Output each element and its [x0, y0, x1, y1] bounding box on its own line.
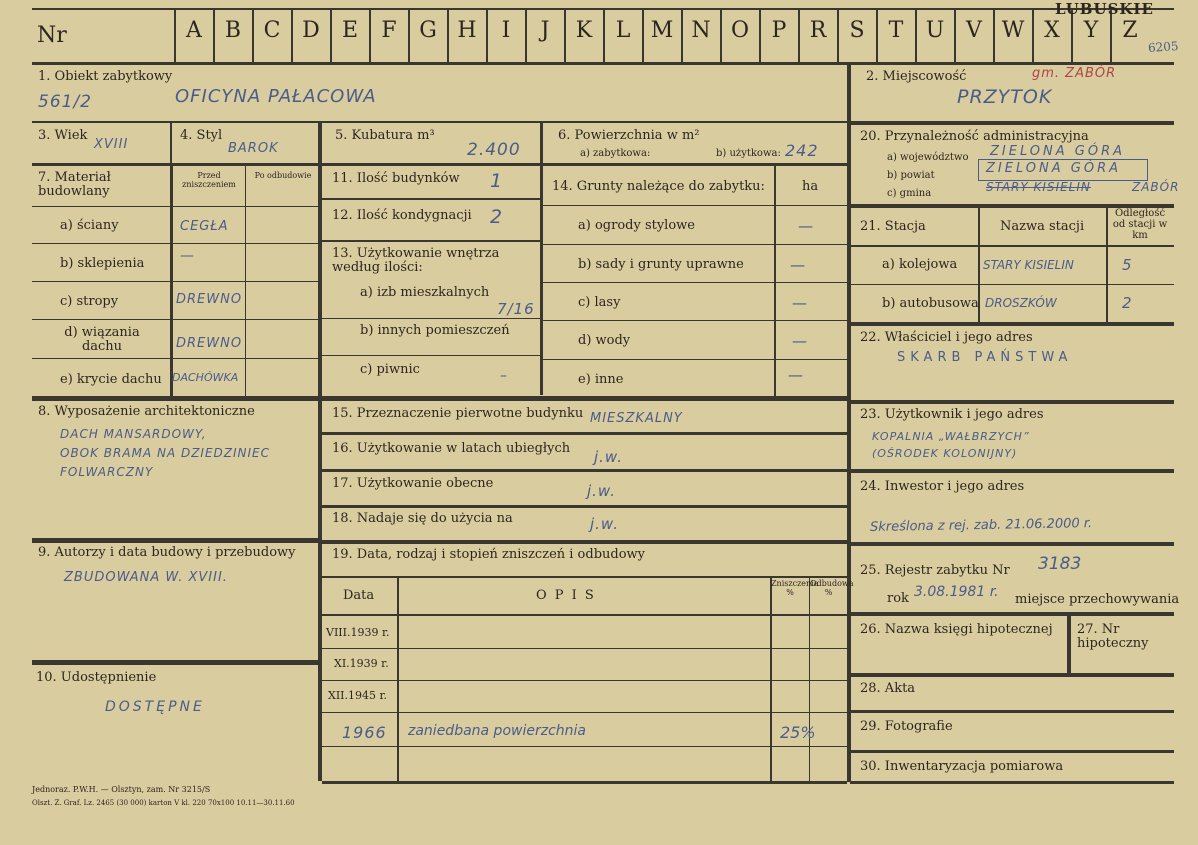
f28-label: 28. Akta: [860, 681, 916, 696]
f22-value: SKARB PAŃSTWA: [897, 350, 1073, 365]
f7-row-value: DACHÓWKA: [172, 371, 239, 384]
f25-tail: miejsce przechowywania: [1015, 592, 1180, 607]
f1-number: 561/2: [38, 92, 92, 112]
f14-row-label: a) ogrody stylowe: [578, 218, 695, 233]
f14-row-value: —: [792, 294, 808, 312]
f19-row-date: XI.1939 r.: [334, 657, 389, 670]
f4-value: BAROK: [228, 141, 279, 156]
index-letter: G: [419, 18, 437, 43]
f19-col-zn: Zniszczenia %: [771, 579, 819, 597]
f19-col-date: Data: [343, 588, 375, 603]
f14-row-label: b) sady i grunty uprawne: [578, 257, 744, 272]
index-letter: B: [224, 18, 242, 43]
f22-label: 22. Właściciel i jego adres: [860, 330, 1033, 345]
f27-label: 27. Nr hipoteczny: [1077, 622, 1149, 652]
f9-value: ZBUDOWANA W. XVIII.: [64, 570, 228, 585]
f25-label: 25. Rejestr zabytku Nr: [860, 563, 1010, 578]
f20-b-label: b) powiat: [887, 170, 935, 181]
f7-row-value: DREWNO: [176, 336, 243, 351]
f19-row-date: 1966: [342, 723, 387, 742]
f9-label: 9. Autorzy i data budowy i przebudowy: [38, 545, 296, 560]
index-letter: J: [540, 18, 550, 43]
f19-label: 19. Data, rodzaj i stopień zniszczeń i odbudowy: [332, 547, 646, 562]
index-letter: U: [925, 18, 945, 43]
f19-row-opis: zaniedbana powierzchnia: [408, 723, 586, 739]
f13-ab-value: 7/16: [497, 300, 535, 318]
f21-row-name: DROSZKÓW: [985, 296, 1057, 310]
f6-label: 6. Powierzchnia w m²: [558, 128, 700, 143]
f20-c-value: ZABÓR: [1132, 180, 1180, 194]
top-stamp: LUBUSKIE: [1055, 0, 1154, 18]
f7-row-label: b) sklepienia: [60, 256, 145, 271]
f6-b-label: b) użytkowa:: [716, 148, 781, 159]
f2-gmina-note: gm. ZABÓR: [1032, 66, 1117, 81]
f14-label: 14. Grunty należące do zabytku:: [552, 179, 765, 194]
index-letter: E: [341, 18, 359, 43]
f25-number: 3183: [1038, 554, 1082, 574]
f1-value: OFICYNA PAŁACOWA: [175, 86, 377, 107]
index-letter: K: [575, 18, 593, 43]
f19-row-zn: 25%: [780, 723, 816, 742]
f2-label: 2. Miejscowość: [866, 69, 967, 84]
index-letter: O: [730, 18, 750, 43]
f7-row-label: e) krycie dachu: [60, 372, 162, 387]
f14-row-value: —: [792, 332, 808, 350]
f7-col-after: Po odbudowie: [254, 171, 312, 180]
f20-c-label: c) gmina: [887, 188, 932, 199]
f26-label: 26. Nazwa księgi hipotecznej: [860, 622, 1053, 637]
index-letter: C: [263, 18, 281, 43]
f11-label: 11. Ilość budynków: [332, 171, 460, 186]
f10-value: DOSTĘPNE: [105, 699, 205, 715]
f14-unit: ha: [802, 179, 819, 194]
index-letter: X: [1044, 18, 1060, 43]
f8-line: FOLWARCZNY: [60, 465, 154, 479]
f8-label: 8. Wyposażenie architektoniczne: [38, 404, 255, 419]
f19-row-date: XII.1945 r.: [328, 689, 388, 702]
f13-c-label: c) piwnic: [360, 362, 420, 377]
f7-row-value: DREWNO: [176, 292, 243, 307]
f20-label: 20. Przynależność administracyjna: [860, 129, 1089, 144]
f11-value: 1: [490, 170, 504, 192]
f7-row-label: a) ściany: [60, 218, 119, 233]
f19-row-date: VIII.1939 r.: [326, 626, 390, 639]
f10-label: 10. Udostępnienie: [36, 670, 157, 685]
index-letter: Z: [1122, 18, 1138, 43]
f8-line: DACH MANSARDOWY,: [60, 427, 207, 441]
f16-value: j.w.: [594, 448, 624, 466]
footer-line: Olszt. Z. Graf. Lz. 2465 (30 000) karton V kl. 220 70x100 10.11—30.11.60: [32, 799, 295, 807]
f1-label: 1. Obiekt zabytkowy: [38, 69, 173, 84]
f14-row-value: —: [790, 256, 806, 274]
index-letter: D: [302, 18, 320, 43]
f19-col-odb: Odbudowa %: [810, 579, 854, 597]
f14-row-label: d) wody: [578, 333, 631, 348]
corner-number: 6205: [1147, 38, 1179, 56]
f7-col-before: Przed zniszczeniem: [182, 171, 236, 189]
f29-label: 29. Fotografie: [860, 719, 953, 734]
index-letter: N: [691, 18, 711, 43]
f14-row-value: —: [798, 217, 814, 235]
index-letter: R: [809, 18, 827, 43]
f20-b-value: ZIELONA GÓRA: [986, 161, 1122, 176]
f23-line: (OŚRODEK KOLONIJNY): [872, 447, 1018, 460]
f3-label: 3. Wiek: [38, 128, 88, 143]
index-letter: Y: [1083, 18, 1099, 43]
footer-line: Jednoraz. P.W.H. — Olsztyn, zam. Nr 3215/S: [32, 785, 211, 794]
f7-row-label: d) wiązania dachu: [64, 325, 140, 355]
index-letter: A: [186, 18, 202, 43]
f21-label: 21. Stacja: [860, 219, 926, 234]
f6-a-label: a) zabytkowa:: [580, 148, 651, 159]
f5-value: 2.400: [467, 140, 521, 160]
index-letter: S: [849, 18, 865, 43]
f23-line: KOPALNIA „WAŁBRZYCH”: [872, 430, 1030, 443]
f20-c-struck: STARY KISIELIN: [986, 180, 1091, 194]
f24-value: Skreślona z rej. zab. 21.06.2000 r.: [869, 516, 1093, 535]
f21-row-dist: 2: [1122, 294, 1133, 312]
f17-value: j.w.: [587, 482, 617, 500]
f7-row-value: CEGŁA: [180, 219, 229, 234]
index-letter: P: [771, 18, 787, 43]
index-letter: I: [501, 18, 511, 43]
f25-rok-value: 3.08.1981 r.: [914, 584, 999, 600]
f15-label: 15. Przeznaczenie pierwotne budynku: [332, 406, 584, 421]
f21-col-name: Nazwa stacji: [1000, 219, 1085, 234]
f21-row-dist: 5: [1122, 256, 1133, 274]
f7-row-label: c) stropy: [60, 294, 119, 309]
f24-label: 24. Inwestor i jego adres: [860, 479, 1025, 494]
f5-label: 5. Kubatura m³: [335, 128, 435, 143]
f14-row-label: e) inne: [578, 372, 624, 387]
index-letter: V: [966, 18, 982, 43]
f16-label: 16. Użytkowanie w latach ubiegłych: [332, 441, 571, 456]
f17-label: 17. Użytkowanie obecne: [332, 476, 494, 491]
f21-row-label: b) autobusowa: [882, 296, 979, 311]
f21-row-name: STARY KISIELIN: [983, 258, 1074, 272]
f7-label: 7. Materiał budowlany: [38, 170, 111, 200]
index-letter: M: [650, 18, 674, 43]
f14-row-value: —: [788, 366, 804, 384]
f20-a-label: a) województwo: [887, 152, 969, 163]
f23-label: 23. Użytkownik i jego adres: [860, 407, 1044, 422]
f18-value: j.w.: [590, 515, 620, 533]
f15-value: MIESZKALNY: [590, 411, 683, 426]
f20-a-value: ZIELONA GÓRA: [990, 144, 1126, 159]
index-letter: F: [381, 18, 397, 43]
f13-b-label: b) innych pomieszczeń: [360, 323, 510, 338]
f19-col-opis: O P I S: [536, 588, 596, 603]
f30-label: 30. Inwentaryzacja pomiarowa: [860, 759, 1064, 774]
index-letter: L: [615, 18, 631, 43]
f21-row-label: a) kolejowa: [882, 257, 958, 272]
f4-label: 4. Styl: [180, 128, 223, 143]
f7-row-value: —: [180, 248, 195, 264]
f2-value: PRZYTOK: [957, 86, 1053, 108]
f18-label: 18. Nadaje się do użycia na: [332, 511, 513, 526]
f21-col-dist: Odległość od stacji w km: [1112, 208, 1168, 241]
f25-rok-label: rok: [887, 591, 909, 606]
f13-label: 13. Użytkowanie wnętrza według ilości:: [332, 246, 500, 276]
index-letter: T: [888, 18, 904, 43]
f12-value: 2: [490, 206, 504, 228]
f13-c-value: –: [500, 368, 508, 384]
f13-a-label: a) izb mieszkalnych: [360, 285, 490, 300]
f6-b-value: 242: [785, 141, 819, 160]
f12-label: 12. Ilość kondygnacji: [332, 208, 472, 223]
index-letter: W: [1001, 18, 1025, 43]
index-letter: H: [457, 18, 477, 43]
f3-value: XVIII: [94, 137, 129, 152]
nr-label: Nr: [37, 23, 67, 48]
f8-line: OBOK BRAMA NA DZIEDZINIEC: [60, 446, 271, 460]
f14-row-label: c) lasy: [578, 295, 621, 310]
